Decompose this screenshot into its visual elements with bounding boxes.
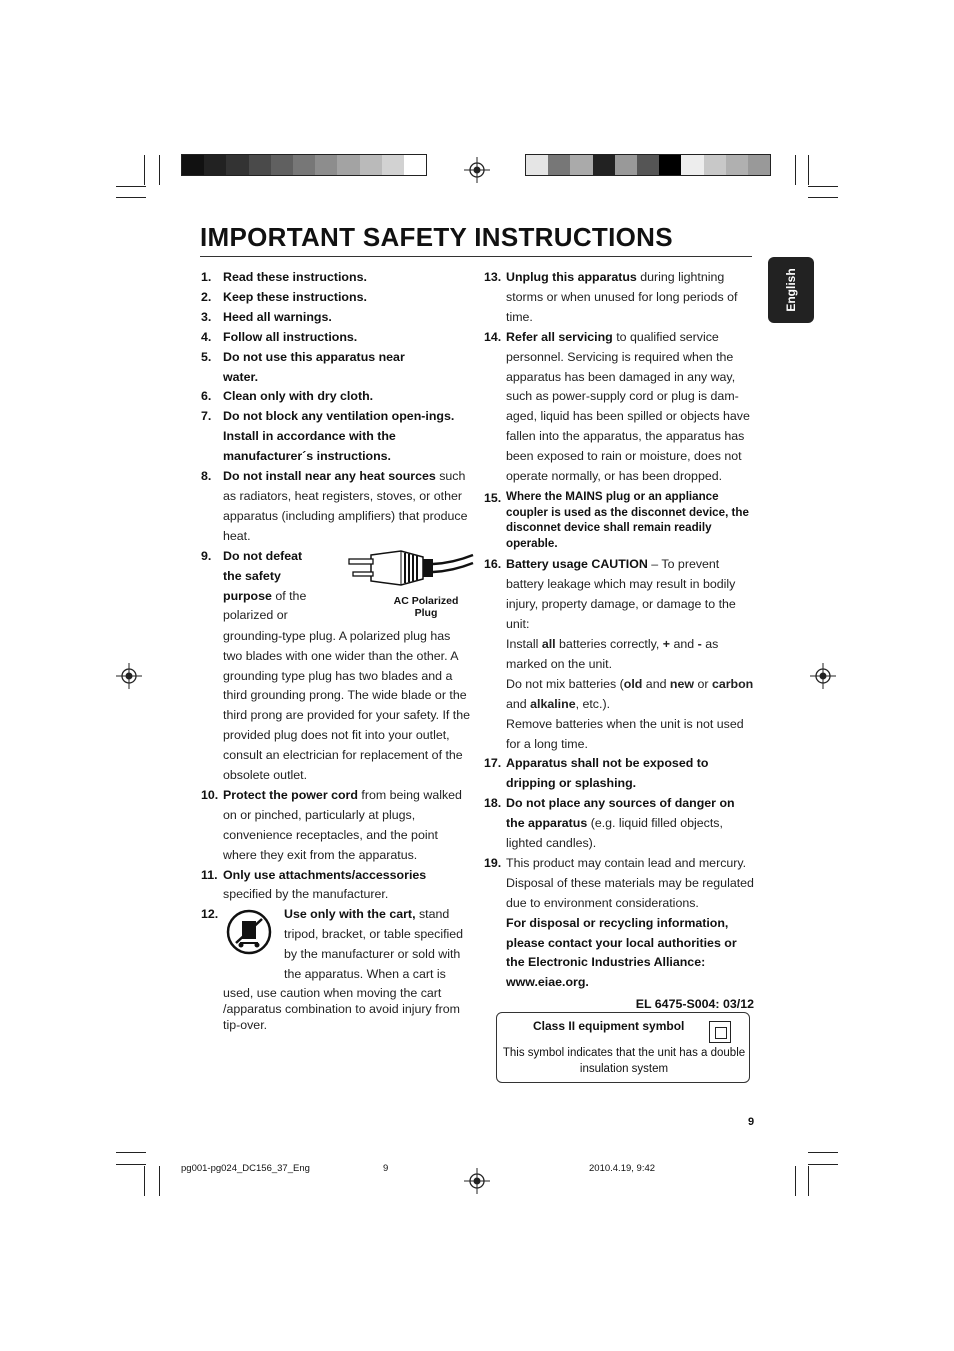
class-ii-text: This symbol indicates that the unit has a double insulation system <box>502 1047 746 1075</box>
ac-plug-icon <box>341 549 476 589</box>
list-item: 2. Keep these instructions. <box>201 289 367 304</box>
left-column <box>201 268 471 1033</box>
list-item: 12. Use only with the cart, stand tripod, bracket, or table specified by the manufacturer or sold with the apparatus. When a cart is used, use caution when moving the cart /apparatus combination to avoid injury from tip-over. <box>201 907 464 1032</box>
list-item: 8. Do not install near any heat sources such as radiators, heat registers, stoves, or other apparatus (including amplifiers) that produce heat. <box>201 469 468 543</box>
class-ii-title: Class II equipment symbol <box>533 1019 685 1033</box>
language-tab <box>768 257 814 323</box>
registration-mark-icon <box>464 157 490 183</box>
list-item: 17. Apparatus shall not be exposed to dripping or splashing. <box>484 756 709 791</box>
document-reference: EL 6475-S004: 03/12 <box>635 997 754 1012</box>
registration-mark-icon <box>116 663 142 689</box>
registration-mark-icon <box>464 1168 490 1194</box>
list-item: 19. This product may contain lead and mercury. Disposal of these materials may be regulated due to environment considerations. For disposal or recycling information, please contact your local authorities or the Electronic Industries Alliance: www.eiae.org. <box>484 855 754 990</box>
list-item: 7. Do not block any ventilation open-ings. Install in accordance with the manufacturer´s instructions. <box>201 409 455 464</box>
plug-caption: AC Polarized Plug <box>393 594 459 619</box>
page-title: IMPORTANT SAFETY INSTRUCTIONS <box>200 222 673 252</box>
list-item: 16. Battery usage CAUTION – To prevent battery leakage which may result in bodily injury, property damage, or damage to the unit: Install all batteries correctly, + and - as marked on the unit. Do not mix batteries (old and new or carbon and alkaline, etc.). Remove batteries when the unit is not used for a long time. <box>484 557 754 751</box>
list-item: 14. Refer all servicing to qualified service personnel. Servicing is required when the apparatus has been damaged in any way, such as power-supply cord or plug is dam-aged, liquid has been spilled or objects have fallen into the apparatus, the apparatus has been exposed to rain or moisture, does not operate normally, or has been dropped. <box>484 329 750 484</box>
cart-warning-icon <box>226 909 272 955</box>
list-item: 10. Protect the power cord from being walked on or pinched, particularly at plugs, convenience receptacles, and the point where they exit from the apparatus. <box>201 787 462 862</box>
list-item: 3. Heed all warnings. <box>201 309 332 324</box>
list-item: 18. Do not place any sources of danger on the apparatus (e.g. liquid filled objects, lighted candles). <box>484 796 735 851</box>
footer-date: 2010.4.19, 9:42 <box>589 1163 656 1174</box>
list-item: 9. Do not defeat the safety purpose of the polarized or AC Polarized Plug grounding-type plug. A polarized plug has two blades with one wider than the other. A grounding type plug has two blades and a third grounding prong. The wide blade or the third prong are provided for your safety. If the provided plug does not fit into your outlet, consult an electrician for replacement of the obsolete outlet. <box>201 547 471 786</box>
list-item: 5. Do not use this apparatus near water. <box>201 349 405 384</box>
list-item: 1. Read these instructions. <box>201 270 367 284</box>
color-calibration-bar <box>525 154 771 176</box>
list-item: 13. Unplug this apparatus during lightning storms or when unused for long periods of time. <box>484 270 738 324</box>
right-column <box>484 268 754 1015</box>
title-rule <box>200 256 752 257</box>
list-item: 11. Only use attachments/accessories specified by the manufacturer. <box>201 867 427 902</box>
list-item: 15. Where the MAINS plug or an appliance coupler is used as the disconnet device, the disconnet device shall remain readily operable. <box>484 489 749 550</box>
double-square-icon <box>709 1021 731 1043</box>
class-ii-box <box>496 1012 750 1083</box>
footer-file: pg001-pg024_DC156_37_Eng <box>181 1163 310 1174</box>
page-number: 9 <box>748 1116 755 1128</box>
color-calibration-bar <box>181 154 427 176</box>
registration-mark-icon <box>810 663 836 689</box>
list-item: 4. Follow all instructions. <box>201 329 358 344</box>
list-item: 6. Clean only with dry cloth. <box>201 389 374 404</box>
language-tab-label: English <box>784 268 798 312</box>
footer-page: 9 <box>383 1163 389 1174</box>
